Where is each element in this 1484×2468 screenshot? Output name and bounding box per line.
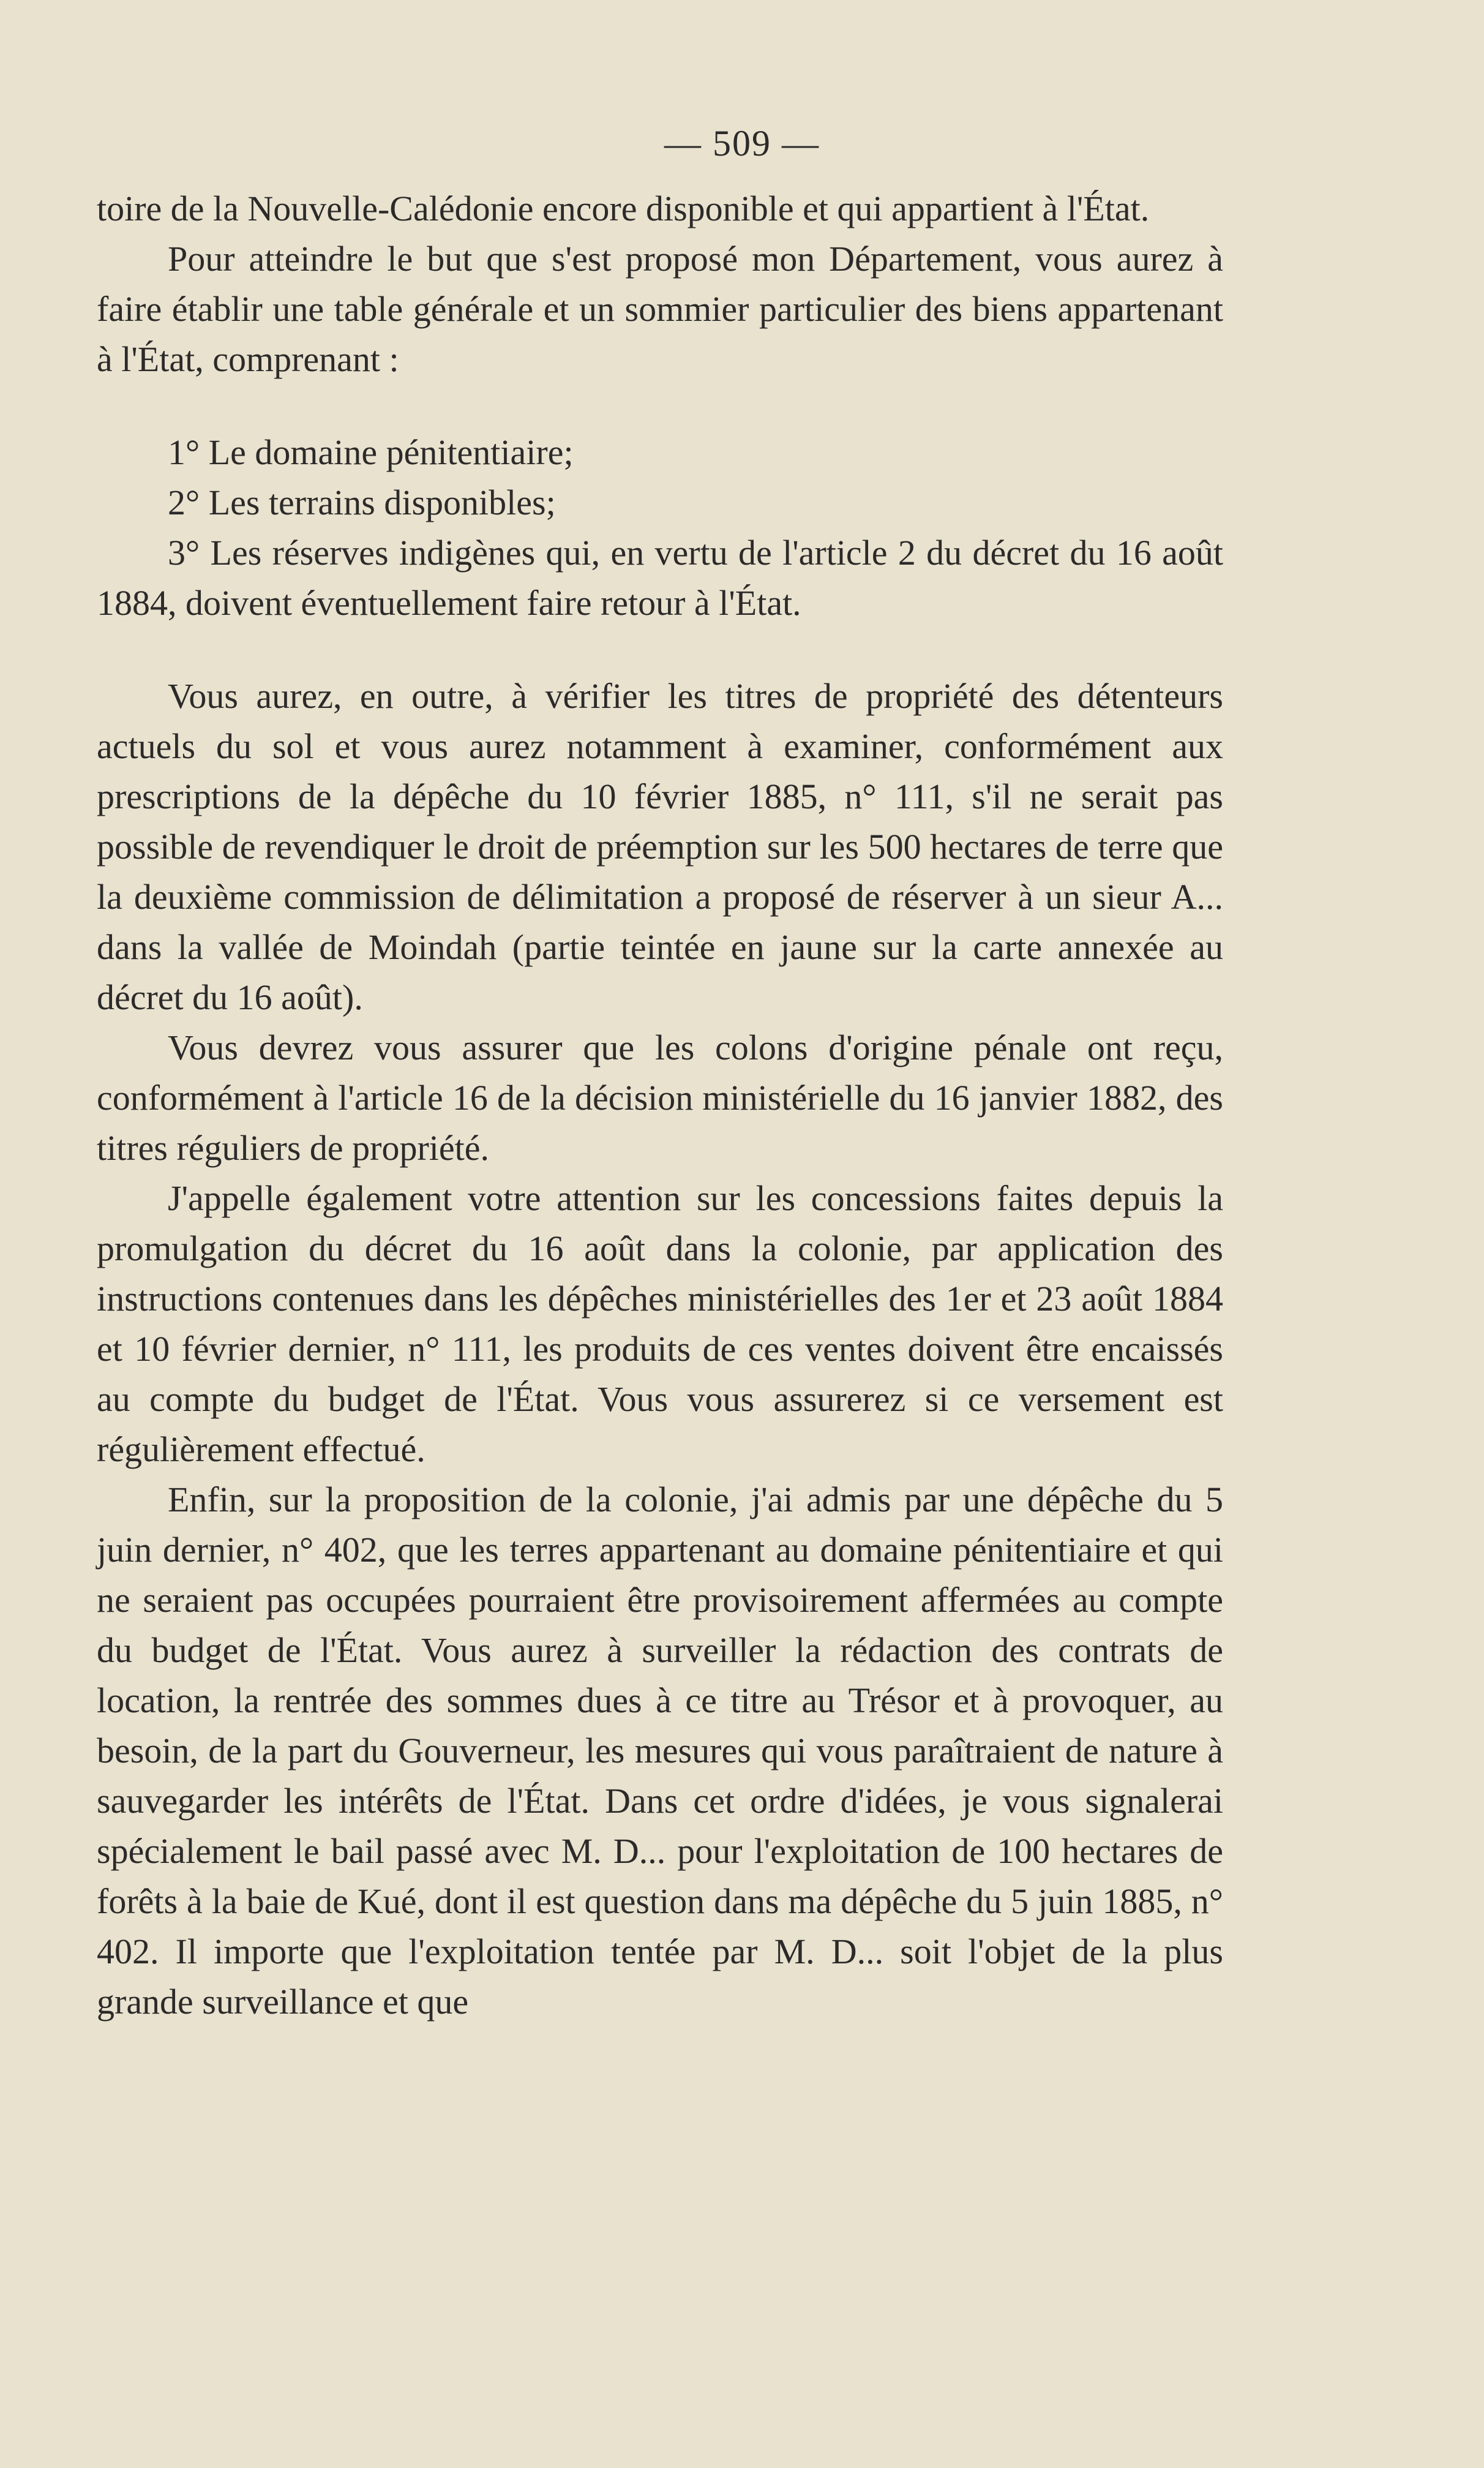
body-text bbox=[97, 184, 1223, 2027]
paragraph-titres: Vous aurez, en outre, à vérifier les titres de propriété des détenteurs actuels du sol et vous aurez notamment à examiner, conformément aux prescriptions de la dépêche du 10 février 1885, n° 111, s'il ne serait pas possible de revendiquer le droit de préemption sur les 500 hectares de terre que la deuxième commission de délimitation a proposé de réserver à un sieur A... dans la vallée de Moindah (partie teintée en jaune sur la carte annexée au décret du 16 août). bbox=[97, 676, 1223, 1017]
list-item-reserves: 3° Les réserves indigènes qui, en vertu de l'article 2 du décret du 16 août 1884, doivent éventuellement faire retour à l'État. bbox=[97, 533, 1223, 623]
paragraph-continuation: toire de la Nouvelle-Calédonie encore disponible et qui appartient à l'État. bbox=[97, 189, 1150, 228]
paragraph-intro: Pour atteindre le but que s'est proposé mon Département, vous aurez à faire établir une table générale et un sommier particulier des biens appartenant à l'État, comprenant : bbox=[97, 239, 1223, 379]
page-number: — 509 — bbox=[664, 123, 820, 164]
list-item-terrains: 2° Les terrains disponibles; bbox=[168, 483, 556, 522]
paragraph-enfin: Enfin, sur la proposition de la colonie, j'ai admis par une dépêche du 5 juin dernier, n° 402, que les terres appartenant au domaine pénitentiaire et qui ne seraient pas occupées pourraient être provisoirement affermées au compte du budget de l'État. Vous aurez à surveiller la rédaction des contrats de location, la rentrée des sommes dues à ce titre au Trésor et à provoquer, au besoin, de la part du Gouverneur, les mesures qui vous paraîtraient de nature à sauvegarder les intérêts de l'État. Dans cet ordre d'idées, je vous signalerai spécialement le bail passé avec M. D... pour l'exploitation de 100 hectares de forêts à la baie de Kué, dont il est question dans ma dépêche du 5 juin 1885, n° 402. Il importe que l'exploitation tentée par M. D... soit l'objet de la plus grande surveillance et que bbox=[97, 1480, 1223, 2022]
paragraph-concessions: J'appelle également votre attention sur les concessions faites depuis la promulgation du décret du 16 août dans la colonie, par application des instructions contenues dans les dépêches ministérielles des 1er et 23 août 1884 et 10 février dernier, n° 111, les produits de ces ventes doivent être encaissés au compte du budget de l'État. Vous vous assurerez si ce versement est régulièrement effectué. bbox=[97, 1178, 1223, 1469]
list-item-domaine: 1° Le domaine pénitentiaire; bbox=[168, 432, 574, 472]
paragraph-colons: Vous devrez vous assurer que les colons d'origine pénale ont reçu, conformément à l'article 16 de la décision ministérielle du 16 janvier 1882, des titres réguliers de propriété. bbox=[97, 1028, 1223, 1168]
